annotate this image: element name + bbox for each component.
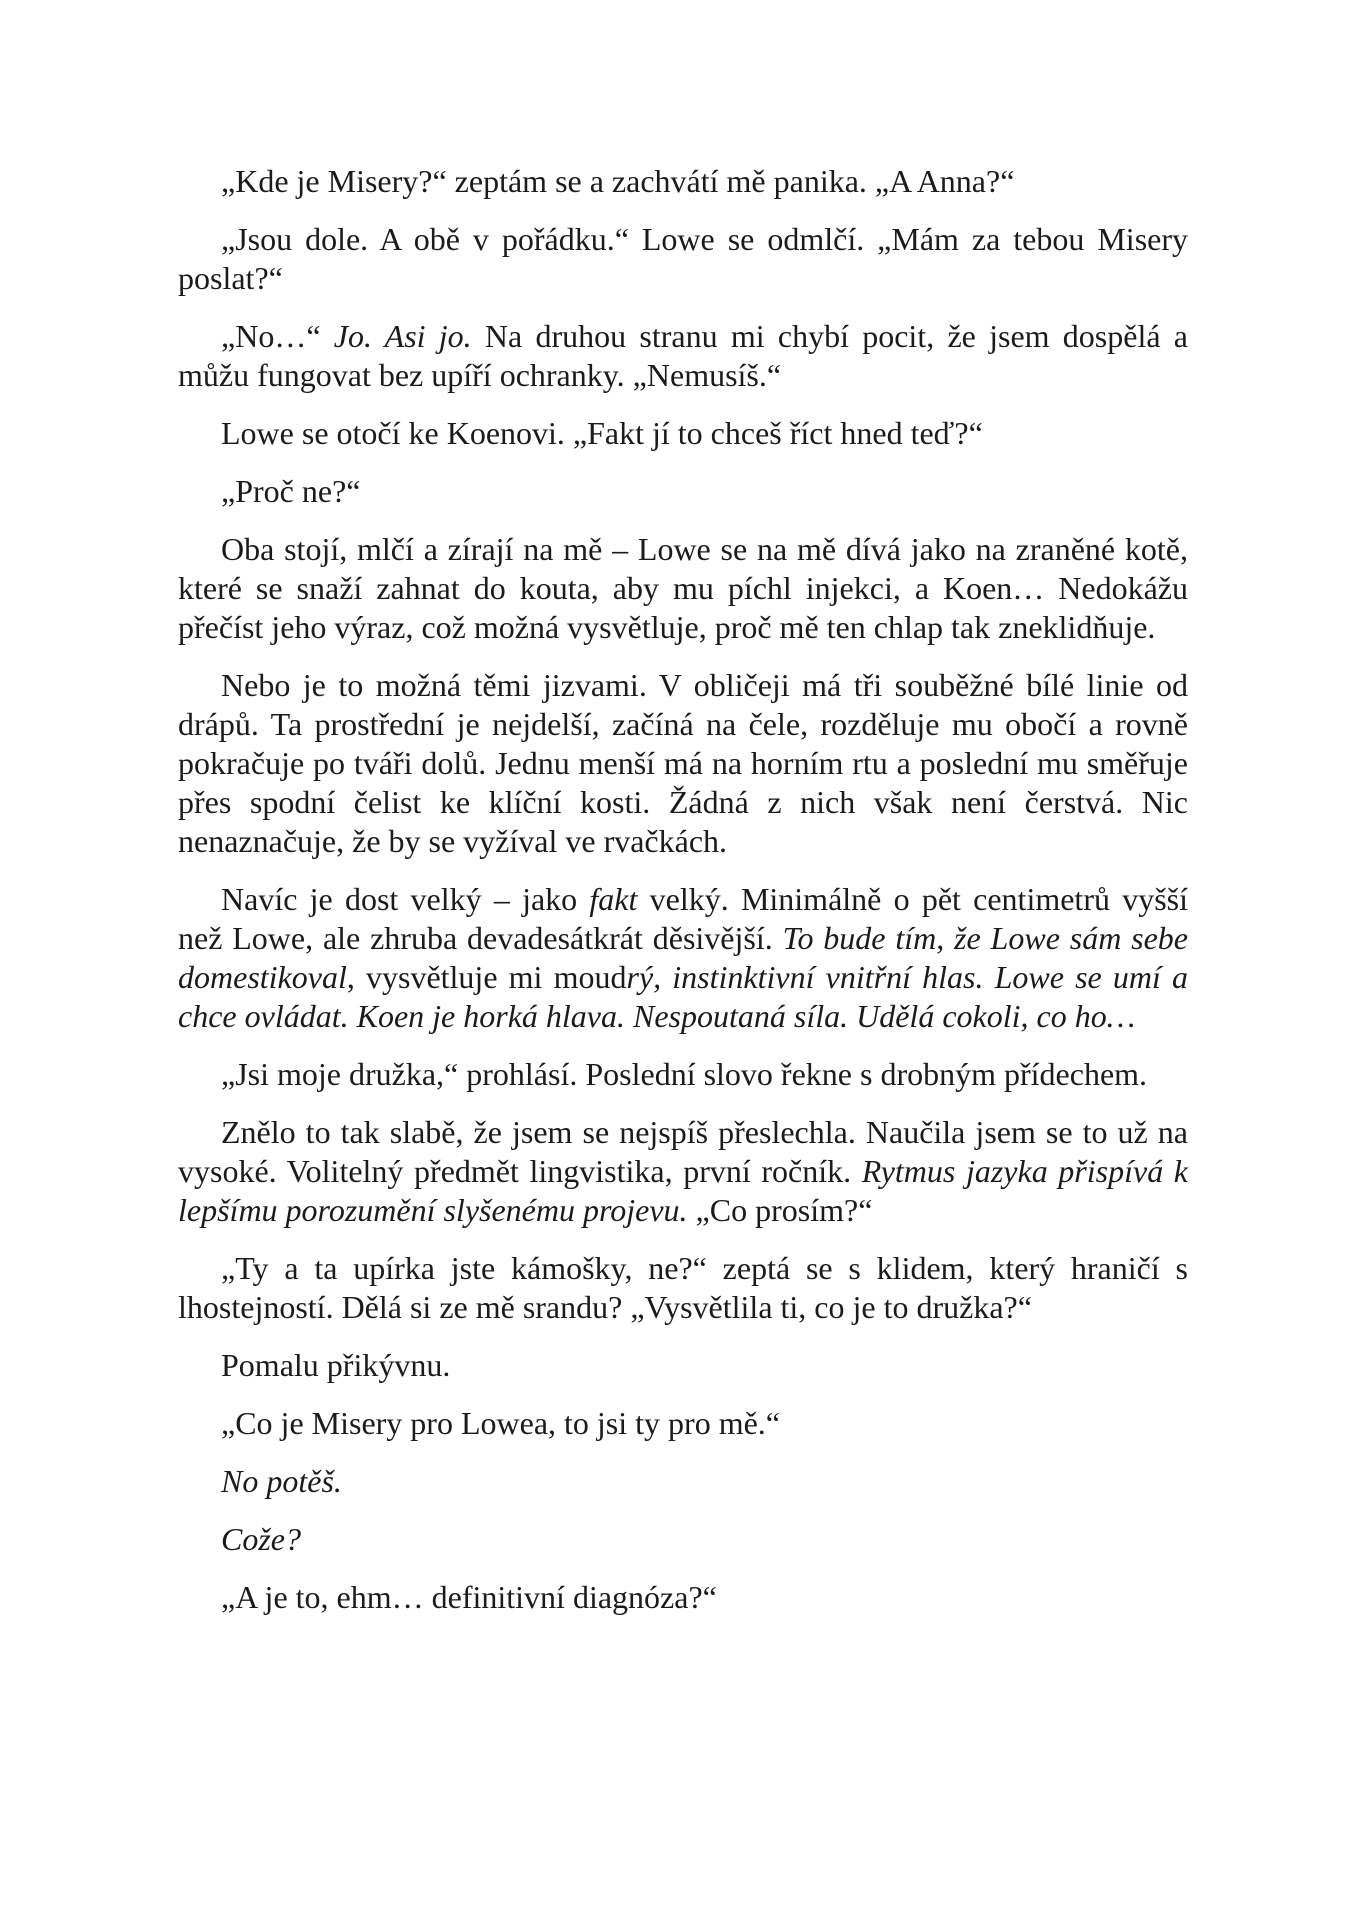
text-run: Pomalu přikývnu. [221,1347,451,1383]
text-run: „A je to, ehm… definitivní diagnóza?“ [221,1579,717,1615]
paragraph [178,1249,1188,1327]
text-run: „Ty a ta upírka jste kámošky, ne?“ zeptá se s klidem, který hraničí s lhostejností. Dělá si ze mě srandu? „Vysvětlila ti, co je to družka?“ [178,1250,1188,1325]
text-run: Lowe se otočí ke Koenovi. „Fakt jí to chceš říct hned teď?“ [221,415,983,451]
italic-run: Cože? [221,1521,301,1557]
text-run: Znělo to tak slabě, že jsem se nejspíš přeslechla. Naučila jsem se to už na vysoké. Volitelný předmět lingvistika, první ročník. [178,1114,1188,1189]
text-run: „Co prosím?“ [687,1192,873,1228]
text-run: „Proč ne?“ [221,473,361,509]
paragraph [178,414,1188,453]
text-run: Navíc je dost velký – jako [221,881,590,917]
paragraph [178,1462,1188,1501]
paragraph [178,530,1188,647]
paragraph [178,1520,1188,1559]
text-run: Nebo je to možná těmi jizvami. V obličeji má tři souběžné bílé linie od drápů. Ta prostřední je nejdelší, začíná na čele, rozděluje mu obočí a rovně pokračuje po tváři dolů. Jednu menší má na horním rtu a poslední mu směřuje přes spodní čelist ke klíční kosti. Žádná z nich však není čerstvá. Nic nenaznačuje, že by se vyžíval ve rvačkách. [178,667,1188,859]
italic-run: rý, instinktivní vnitřní hlas. Lowe se umí a chce ovládat. Koen je horká hlava. Nespoutaná síla. Udělá cokoli, co ho… [178,959,1189,1034]
italic-run: Rytmus jazyka přispívá k lepšímu porozumění slyšenému projevu. [178,1153,1189,1228]
paragraph [178,317,1188,395]
paragraph [178,880,1188,1036]
text-run: Na druhou stranu mi chybí pocit, že jsem dospělá a můžu fungovat bez upíří ochranky. „Nemusíš.“ [178,318,1188,393]
italic-run: To bude tím, že Lowe sám sebe domestikoval [178,920,1189,995]
text-run: „Co je Misery pro Lowea, to jsi ty pro mě.“ [221,1405,780,1441]
paragraph [178,1113,1188,1230]
paragraph [178,1578,1188,1617]
text-run: , vysvětluje mi moud [346,959,627,995]
paragraph [178,472,1188,511]
paragraph [178,1055,1188,1094]
text-run: „Jsi moje družka,“ prohlásí. Poslední slovo řekne s drobným přídechem. [221,1056,1148,1092]
italic-run: No potěš. [221,1463,342,1499]
italic-run: Jo. Asi jo. [333,318,472,354]
paragraph [178,666,1188,861]
text-run: velký. Minimálně o pět centimetrů vyšší než Lowe, ale zhruba devadesátkrát děsivější. [178,881,1189,956]
text-run: Oba stojí, mlčí a zírají na mě – Lowe se na mě dívá jako na zraněné kotě, které se snaží zahnat do kouta, aby mu píchl injekci, a Koen… Nedokážu přečíst jeho výraz, což možná vysvětluje, proč mě ten chlap tak zneklidňuje. [178,531,1188,645]
page-text [178,162,1188,1636]
text-run: „No…“ [221,318,334,354]
text-run: „Kde je Misery?“ zeptám se a zachvátí mě panika. „A Anna?“ [221,163,1015,199]
text-run: „Jsou dole. A obě v pořádku.“ Lowe se odmlčí. „Mám za tebou Misery poslat?“ [178,221,1188,296]
paragraph [178,1404,1188,1443]
paragraph [178,162,1188,201]
italic-run: fakt [589,881,638,917]
paragraph [178,220,1188,298]
paragraph [178,1346,1188,1385]
